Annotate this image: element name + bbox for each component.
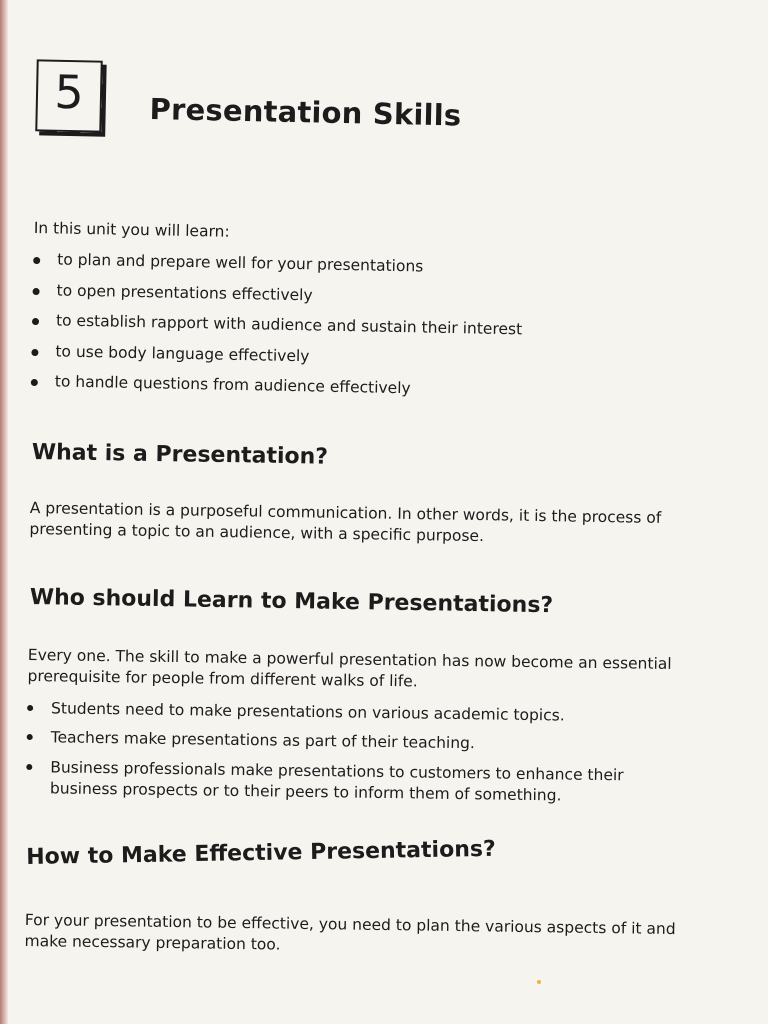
bullet-icon: [31, 379, 38, 386]
learning-objectives: [30, 218, 573, 412]
section-paragraph-who: Every one. The skill to make a powerful presentation has now become an essential prerequisite for people from different walks of life.: [27, 645, 672, 691]
list-item: to open presentations effectively: [32, 280, 572, 312]
list-item: Teachers make presentations as part of their teaching.: [27, 727, 687, 758]
section-heading-who: Who should Learn to Make Presentations?: [29, 585, 554, 619]
bullet-icon: [33, 288, 40, 295]
bullet-icon: [27, 705, 33, 711]
unit-number-box: [35, 59, 102, 132]
section-heading-what: What is a Presentation?: [31, 440, 329, 470]
section-heading-how: How to Make Effective Presentations?: [26, 836, 496, 870]
objectives-label: In this unit you will learn:: [33, 218, 230, 241]
list-item: Students need to make presentations on various academic topics.: [27, 698, 687, 729]
bullet-icon: [27, 734, 33, 740]
section-paragraph-what: A presentation is a purposeful communication. In other words, it is the process of presenting a topic to an audience, with a specific purpose.: [29, 498, 662, 546]
bullet-icon: [31, 348, 38, 355]
list-item: Business professionals make presentations to customers to enhance their business prospects or to their peers to inform them of something.: [26, 756, 687, 808]
who-list: [26, 698, 687, 809]
bullet-icon: [32, 318, 39, 325]
section-body-who: [26, 645, 688, 816]
paper-speck: [537, 980, 541, 984]
list-item: to handle questions from audience effectively: [31, 371, 571, 403]
unit-number: 5: [53, 64, 85, 120]
bullet-icon: [26, 763, 32, 769]
list-item: to establish rapport with audience and sustain their interest: [32, 310, 572, 342]
bullet-icon: [33, 257, 40, 264]
objectives-list: [31, 249, 574, 402]
list-item: to plan and prepare well for your presentations: [33, 249, 573, 281]
section-paragraph-how: For your presentation to be effective, you need to plan the various aspects of it and make necessary preparation too.: [24, 910, 676, 954]
unit-title: Presentation Skills: [149, 92, 462, 133]
list-item: to use body language effectively: [31, 340, 571, 372]
